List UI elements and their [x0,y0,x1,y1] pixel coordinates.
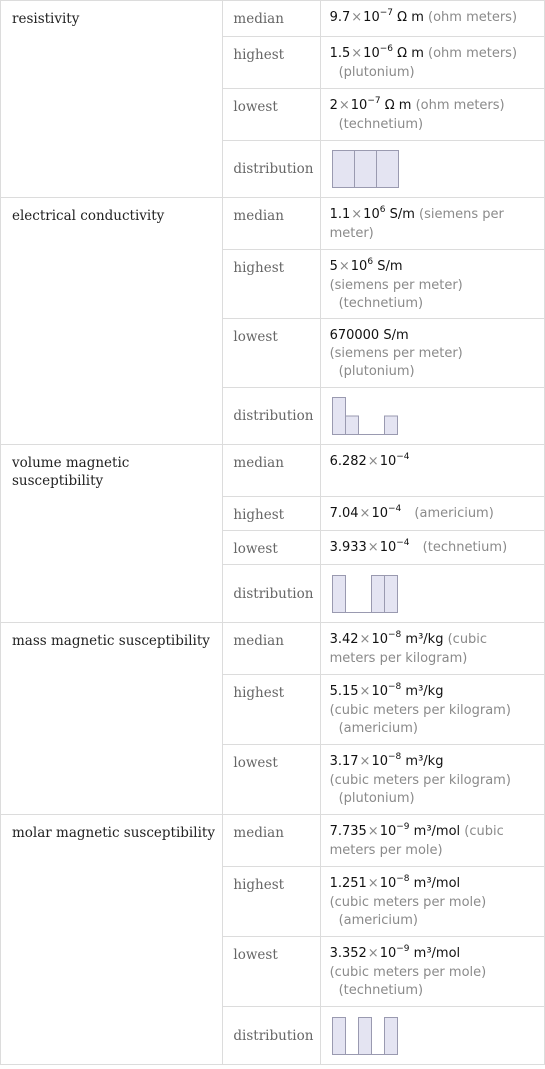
histogram-molar [331,1015,411,1057]
histogram-bar [354,151,376,188]
stat-label: highest [233,260,285,276]
value-number: $3.352\times 10^{-9}$ [329,944,410,961]
value-highest [320,37,544,89]
value-median [320,198,544,250]
property-label: mass magnetic susceptibility [12,633,210,649]
stat-label: median [233,208,284,224]
source-element: (plutonium) [338,65,415,80]
stat-label: distribution [233,585,314,602]
unit-description: (ohm meters) [428,10,518,25]
stat-highest [223,250,320,319]
distribution-histogram [320,1007,544,1065]
value-median [320,1,544,37]
unit: m³/kg [405,632,444,647]
value-number: $5\times 10^6$ [329,257,374,274]
stat-label: highest [233,507,285,523]
histogram-bar [358,1017,371,1054]
unit: Ω m [397,46,424,61]
unit-description: (cubic [464,824,504,839]
unit-description: (cubic meters per kilogram) [329,773,511,788]
stat-label: highest [233,877,285,893]
property-label: resistivity [12,11,80,27]
distribution-histogram [320,388,544,445]
value-number: $1.251\times 10^{-8}$ [329,874,410,891]
stat-distribution [223,1007,320,1065]
source-element: (technetium) [422,540,508,555]
stat-label: distribution [233,408,314,424]
value-number: $1.1\times 10^6$ [329,205,386,222]
property-molar-magnetic-susceptibility [1,815,223,1065]
stat-lowest [223,89,320,141]
value-number: $7.735\times 10^{-9}$ [329,822,410,839]
stat-label: lowest [233,755,278,771]
distribution-histogram [320,141,544,198]
value-number: $2\times 10^{-7}$ [329,96,381,113]
stat-lowest [223,937,320,1007]
unit: Ω m [397,10,424,25]
value-median [320,815,544,867]
unit-description: (cubic meters per mole) [329,895,487,910]
source-element: (technetium) [338,117,424,132]
value-lowest [320,937,544,1007]
unit: m³/mol [413,946,461,961]
value-highest [320,497,544,531]
source-element: (americium) [338,913,418,928]
unit-description: (cubic [447,632,488,647]
unit: m³/kg [405,684,444,699]
stat-lowest [223,745,320,815]
value-highest [320,675,544,745]
stat-highest [223,867,320,937]
histogram-conductivity [331,395,411,437]
stat-highest [223,675,320,745]
unit-description: (siemens per meter) [329,278,463,293]
distribution-histogram [320,565,544,623]
value-number: $5.15\times 10^{-8}$ [329,682,402,699]
unit-description: (ohm meters) [415,98,505,113]
unit: m³/mol [413,876,461,891]
value-number: $3.42\times 10^{-8}$ [329,630,402,647]
unit-description: (siemens per meter) [329,346,463,361]
value-number: $6.282\times 10^{-4}$ [329,452,410,469]
value-lowest [320,89,544,141]
unit: Ω m [384,98,412,113]
stat-label: distribution [233,1027,314,1044]
stat-label: lowest [233,947,278,963]
stat-distribution [223,141,320,198]
histogram-bar [384,575,397,612]
unit-description-cont: meters per kilogram) [329,651,468,666]
histogram-volume [331,573,411,615]
stat-label: median [233,633,284,649]
source-element: (plutonium) [338,364,415,379]
property-label: electrical conductivity [12,208,165,224]
stat-median [223,445,320,497]
stat-highest [223,37,320,89]
value-highest [320,867,544,937]
value-median [320,623,544,675]
property-electrical-conductivity [1,198,223,445]
unit-description-cont: meters per mole) [329,843,443,858]
value-number: $3.933\times 10^{-4}$ [329,538,410,555]
unit: S/m [389,207,415,222]
stat-highest [223,497,320,531]
stat-label: lowest [233,329,278,345]
histogram-bar [345,416,358,435]
stat-label: lowest [233,99,278,115]
histogram-bar [332,1017,345,1054]
source-element: (technetium) [338,296,424,311]
stat-median [223,815,320,867]
property-volume-magnetic-susceptibility [1,445,223,623]
stat-median [223,1,320,37]
stat-label: distribution [233,161,314,177]
stat-label: median [233,11,284,27]
histogram-bar [371,575,384,612]
stat-median [223,198,320,250]
property-label: molar magnetic susceptibility [12,825,215,841]
unit: S/m [383,328,409,343]
stat-lowest [223,531,320,565]
stat-lowest [223,319,320,388]
property-resistivity [1,1,223,198]
histogram-bar [332,575,345,612]
histogram-bar [376,151,398,188]
value-number: $3.17\times 10^{-8}$ [329,752,402,769]
stat-label: median [233,455,284,471]
value-median [320,445,544,497]
property-label: volume magnetic susceptibility [12,455,130,489]
value-number: 670000 [329,328,380,343]
unit-description: (ohm meters) [428,46,518,61]
value-number: $1.5\times 10^{-6}$ [329,44,393,61]
stat-distribution [223,565,320,623]
histogram-bar [332,398,345,435]
value-lowest [320,531,544,565]
histogram-bar [384,1017,397,1054]
value-lowest [320,319,544,388]
stat-median [223,623,320,675]
stat-distribution [223,388,320,445]
histogram-resistivity [331,148,411,190]
stat-label: lowest [233,541,278,557]
unit-description: (cubic meters per kilogram) [329,703,511,718]
stat-label: highest [233,47,285,63]
unit: m³/mol [413,824,461,839]
histogram-bar [384,416,397,435]
stat-label: median [233,825,284,841]
source-element: (plutonium) [338,791,415,806]
histogram-bar [332,151,354,188]
unit-description-cont: meter) [329,226,374,241]
source-element: (americium) [338,721,418,736]
value-lowest [320,745,544,815]
unit-description: (cubic meters per mole) [329,965,487,980]
unit: m³/kg [405,754,444,769]
value-highest [320,250,544,319]
unit-description: (siemens per [419,207,504,222]
stat-label: highest [233,685,285,701]
source-element: (americium) [414,506,494,521]
source-element: (technetium) [338,983,424,998]
value-number: $9.7\times 10^{-7}$ [329,8,393,25]
property-mass-magnetic-susceptibility [1,623,223,815]
value-number: $7.04\times 10^{-4}$ [329,504,402,521]
unit: S/m [377,259,403,274]
